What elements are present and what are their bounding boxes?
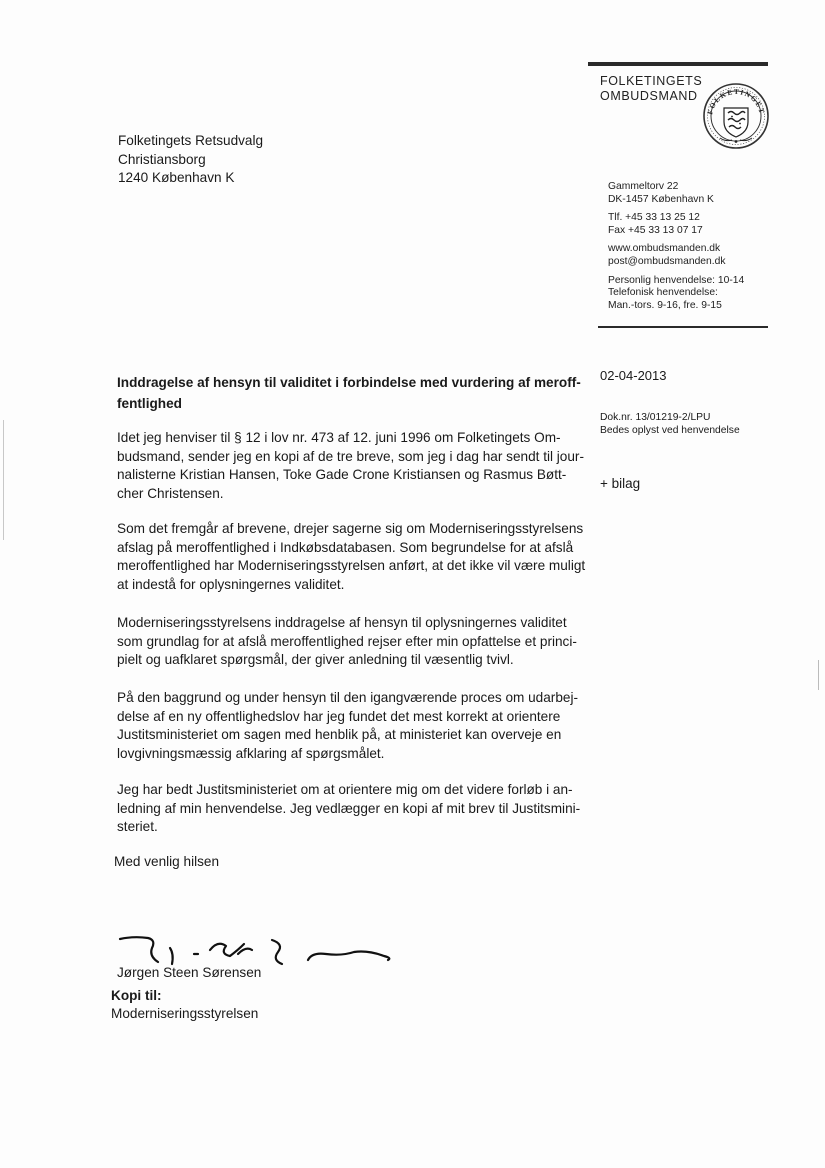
recipient-building: Christiansborg [118, 151, 206, 167]
copy-recipient: Moderniseringsstyrelsen [111, 1006, 259, 1021]
email-address: post@ombudsmanden.dk [608, 255, 726, 267]
paragraph-line: Som det fremgår af brevene, drejer sagerne sig om Moderniseringsstyrelsens [117, 521, 584, 536]
paragraph-line: budsmand, sender jeg en kopi af de tre breve, som jeg i dag har sendt til jour- [117, 448, 584, 464]
paragraph-line: Idet jeg henviser til § 12 i lov nr. 473 af 12. juni 1996 om Folketingets Om- [117, 430, 561, 445]
letterhead-organization [600, 74, 702, 104]
org-name-line1: FOLKETINGETS [600, 74, 703, 88]
signer-name: Jørgen Steen Sørensen [117, 965, 262, 980]
letterhead-top-rule [588, 62, 768, 66]
paragraph-line: cher Christensen. [117, 485, 224, 501]
document-reference [600, 411, 740, 437]
address-city: DK-1457 København K [608, 193, 714, 205]
address-street: Gammeltorv 22 [608, 181, 679, 192]
folketingets-ombudsmand-seal-icon [702, 82, 770, 150]
website-link: www.ombudsmanden.dk [608, 243, 721, 255]
document-reference-note: Bedes oplyst ved henvendelse [600, 425, 740, 436]
paragraph-line: Jeg har bedt Justitsministeriet om at orientere mig om det videre forløb i an- [117, 782, 573, 797]
body-paragraph-3 [117, 614, 577, 670]
seal-text: FOLKETINGET [706, 87, 766, 116]
org-name-line2: OMBUDSMAND [600, 89, 698, 103]
phone-number: Tlf. +45 33 13 25 12 [608, 212, 700, 224]
office-phone [608, 212, 778, 237]
office-web [608, 243, 778, 268]
recipient-city: 1240 København K [118, 170, 235, 185]
body-paragraph-2 [117, 520, 586, 594]
letterhead-bottom-rule [598, 326, 768, 328]
paragraph-line: pielt og uafklaret spørgsmål, der giver anledning til væsentlig tvivl. [117, 652, 514, 668]
body-paragraph-4 [117, 689, 577, 763]
body-paragraph-5 [117, 781, 581, 837]
hours-phone-times: Man.-tors. 9-16, fre. 9-15 [608, 299, 722, 311]
paragraph-line: steriet. [117, 819, 158, 835]
letter-date: 02-04-2013 [600, 368, 667, 383]
paragraph-line: ledning af min henvendelse. Jeg vedlægger en kopi af mit brev til Justitsmini- [117, 800, 581, 816]
paragraph-line: På den baggrund og under hensyn til den igangværende proces om udarbej- [117, 690, 578, 705]
hours-phone-label: Telefonisk henvendelse: [608, 287, 718, 299]
paragraph-line: nalisterne Kristian Hansen, Toke Gade Crone Kristiansen og Rasmus Bøtt- [117, 467, 567, 483]
paragraph-line: meroffentlighed har Moderniseringsstyrelsen anført, at det ikke vil være muligt [117, 558, 586, 574]
copy-to-label: Kopi til: [111, 988, 162, 1003]
paragraph-line: som grundlag for at afslå meroffentlighed rejser efter min opfattelse et princi- [117, 633, 577, 649]
scan-artifact-line [818, 660, 819, 690]
enclosure-note: + bilag [600, 476, 641, 491]
paragraph-line: lovgivningsmæssig afklaring af spørgsmålet. [117, 745, 385, 761]
scan-artifact-line [3, 420, 4, 540]
paragraph-line: afslag på meroffentlighed i Indkøbsdatabasen. Som begrundelse for at afslå [117, 539, 574, 555]
hours-personal: Personlig henvendelse: 10-14 [608, 274, 745, 286]
body-paragraph-1 [117, 429, 584, 503]
paragraph-line: at indestå for oplysningernes validitet. [117, 576, 345, 592]
paragraph-line: Moderniseringsstyrelsens inddragelse af hensyn til oplysningernes validitet [117, 615, 567, 630]
paragraph-line: Justitsministeriet om sagen med henblik på, at ministeriet kan overveje en [117, 727, 562, 743]
document-number: Dok.nr. 13/01219-2/LPU [600, 412, 711, 423]
paragraph-line: delse af en ny offentlighedslov har jeg fundet det mest korrekt at orientere [117, 708, 561, 724]
closing-salutation: Med venlig hilsen [114, 854, 220, 869]
recipient-address [118, 132, 263, 188]
letter-subject [117, 372, 581, 414]
office-hours [608, 275, 778, 313]
fax-number: Fax +45 33 13 07 17 [608, 224, 703, 236]
subject-line: Inddragelse af hensyn til validitet i forbindelse med vurdering af meroff- [117, 375, 581, 390]
letterhead-contact-block [608, 181, 778, 318]
recipient-name: Folketingets Retsudvalg [118, 133, 264, 148]
subject-line: fentlighed [117, 396, 182, 411]
office-address [608, 181, 778, 206]
